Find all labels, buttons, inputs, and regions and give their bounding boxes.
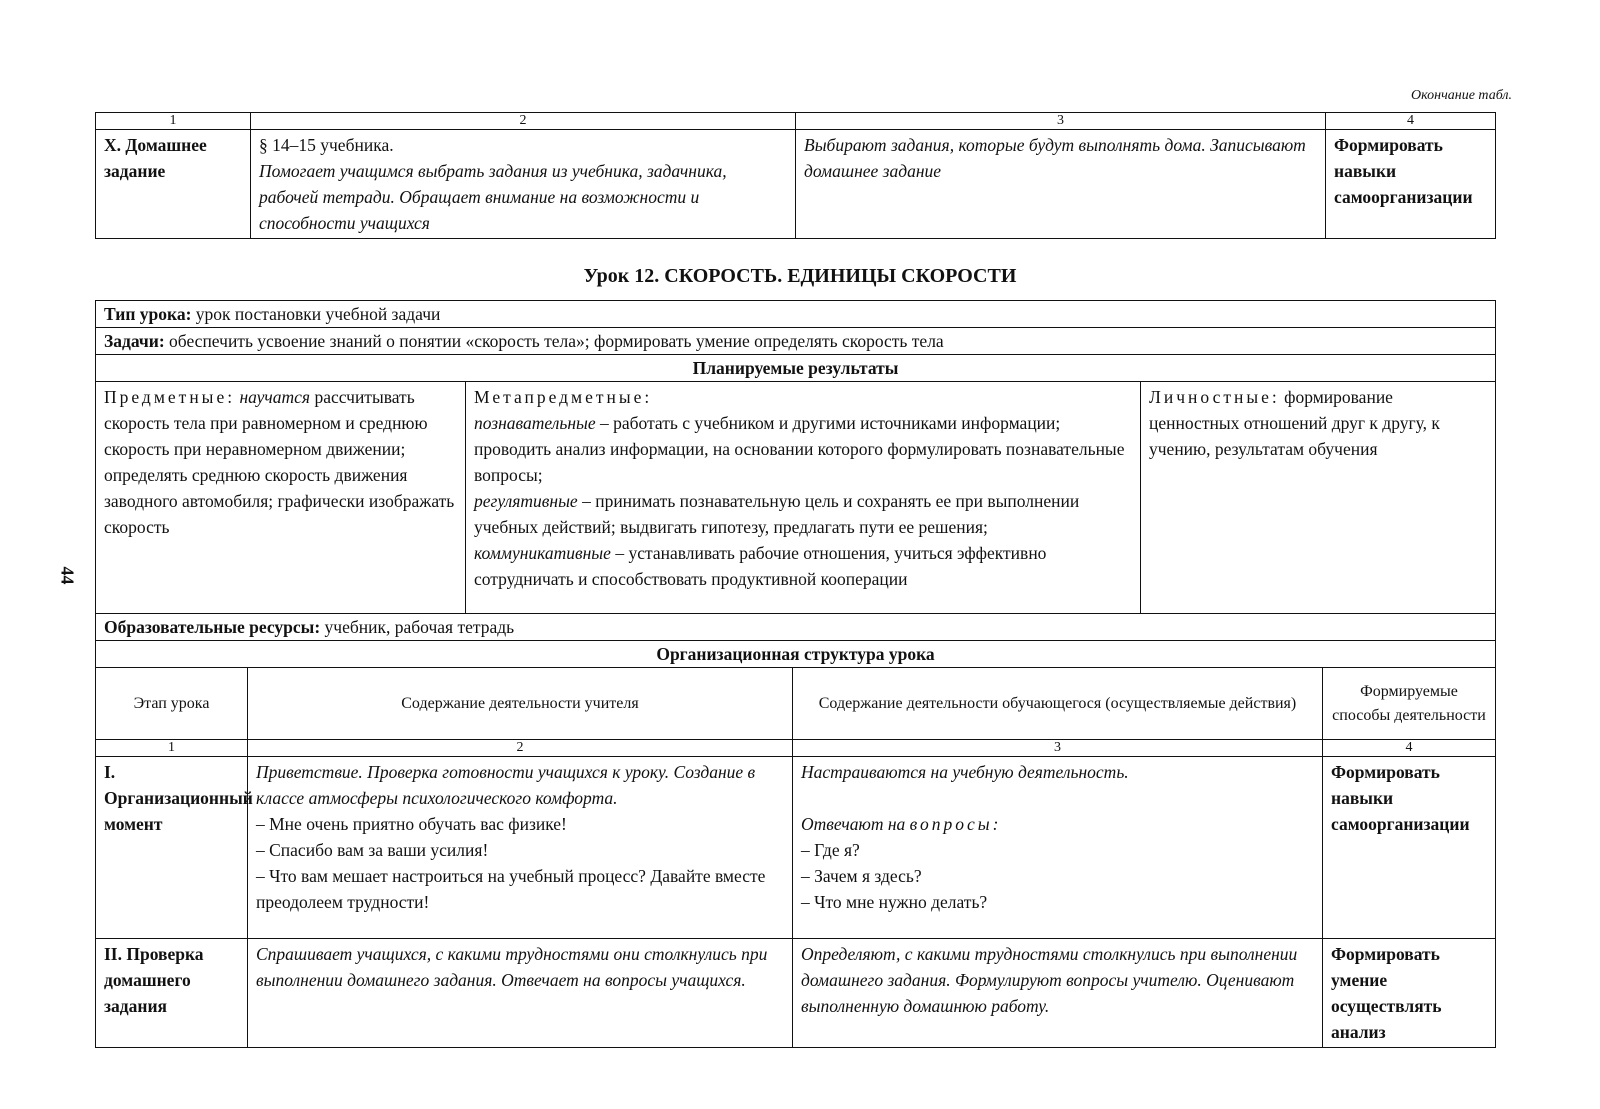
col-num: 3	[796, 113, 1326, 130]
stage-cell: II. Проверка домашнего задания	[96, 939, 248, 1048]
student-line: – Где я?	[801, 840, 860, 860]
questions-label: Отвечают на	[801, 814, 906, 834]
col-num: 1	[96, 740, 248, 757]
personal-label: Личностные:	[1149, 387, 1280, 407]
lesson-tasks-cell	[96, 328, 1496, 355]
col-num: 2	[248, 740, 793, 757]
subject-text: рассчитывать скорость тела при равномерном и среднюю скорость при неравномерном движении; определять среднюю скорость движения заводного автомобиля; графически изображать скорость	[104, 387, 455, 537]
meta-com-text: – устанавливать рабочие отношения, учиться эффективно сотрудничать и способствовать продуктивной кооперации	[474, 543, 1047, 589]
teacher-line: – Что вам мешает настроиться на учебный процесс? Давайте вместе преодолеем трудности!	[256, 866, 766, 912]
meta-cog-label: познавательные	[474, 413, 596, 433]
col-num: 1	[96, 113, 251, 130]
teacher-italic-text: Приветствие. Проверка готовности учащихся к уроку. Создание в классе атмосферы психологического комфорта.	[256, 762, 756, 808]
lesson-tasks-row	[96, 328, 1496, 355]
subject-italic: научатся	[235, 387, 311, 407]
lesson-tasks-label: Задачи:	[104, 331, 165, 351]
meta-results-cell	[466, 382, 1141, 614]
lesson-type-value: урок постановки учебной задачи	[191, 304, 441, 324]
structure-column-headers	[96, 668, 1496, 740]
resources-label: Образовательные ресурсы:	[104, 617, 321, 637]
col-num: 3	[793, 740, 1323, 757]
lesson-structure-table	[95, 667, 1496, 1048]
previous-lesson-table	[95, 112, 1496, 239]
col-num: 4	[1323, 740, 1496, 757]
col-stage-header: Этап урока	[96, 668, 248, 740]
student-line: – Зачем я здесь?	[801, 866, 922, 886]
col-student-header: Содержание деятельности обучающегося (осуществляемые действия)	[793, 668, 1323, 740]
teacher-cell: Спрашивает учащихся, с какими трудностями они столкнулись при выполнении домашнего задания. Отвечает на вопросы учащихся.	[248, 939, 793, 1048]
results-header: Планируемые результаты	[96, 355, 1496, 382]
teacher-line: – Мне очень приятно обучать вас физике!	[256, 814, 567, 834]
table-row	[96, 757, 1496, 939]
meta-com-label: коммуникативные	[474, 543, 611, 563]
results-row	[96, 382, 1496, 614]
questions-word: вопросы:	[909, 814, 1002, 834]
column-number-row	[96, 113, 1496, 130]
col-num: 2	[251, 113, 796, 130]
student-line: – Что мне нужно делать?	[801, 892, 988, 912]
col-teacher-header: Содержание деятельности учителя	[248, 668, 793, 740]
structure-header-row	[96, 641, 1496, 668]
table-row	[96, 939, 1496, 1048]
student-cell: Выбирают задания, которые будут выполнять дома. Записывают домашнее задание	[796, 130, 1326, 239]
spacer	[801, 785, 1314, 811]
student-questions-label	[801, 811, 1314, 837]
resources-row	[96, 614, 1496, 641]
subject-results-cell	[96, 382, 466, 614]
stage-cell: I. Организационный момент	[96, 757, 248, 939]
meta-reg-label: регулятивные	[474, 491, 578, 511]
teacher-cell	[251, 130, 796, 239]
teacher-text: § 14–15 учебника.	[259, 135, 394, 155]
table-continuation-caption: Окончание табл.	[1411, 88, 1512, 103]
lesson-title: Урок 12. СКОРОСТЬ. ЕДИНИЦЫ СКОРОСТИ	[583, 265, 1017, 287]
teacher-cell	[248, 757, 793, 939]
stage-cell: X. Домашнее задание	[96, 130, 251, 239]
lesson-info-table	[95, 300, 1496, 668]
teacher-italic-text: Помогает учащимся выбрать задания из учебника, задачника, рабочей тетради. Обращает внимание на возможности и способности учащихся	[259, 161, 727, 233]
subject-label: Предметные:	[104, 387, 236, 407]
structure-header: Организационная структура урока	[96, 641, 1496, 668]
lesson-type-cell	[96, 301, 1496, 328]
student-italic-text: Настраиваются на учебную деятельность.	[801, 762, 1129, 782]
lesson-type-row	[96, 301, 1496, 328]
col-methods-header: Формируемые способы деятельности	[1323, 668, 1496, 740]
personal-text: формирование ценностных отношений друг к другу, к учению, результатам обучения	[1149, 387, 1440, 459]
meta-label: Метапредметные:	[474, 387, 653, 407]
student-cell	[793, 757, 1323, 939]
meta-cog-text: – работать с учебником и другими источниками информации; проводить анализ информации, на основании которого формулировать познавательные вопросы;	[474, 413, 1125, 485]
resources-cell	[96, 614, 1496, 641]
personal-results-cell	[1141, 382, 1496, 614]
student-cell: Определяют, с какими трудностями столкнулись при выполнении домашнего задания. Формулируют вопросы учителю. Оценивают выполненную домашнюю работу.	[793, 939, 1323, 1048]
results-header-row	[96, 355, 1496, 382]
lesson-tasks-value: обеспечить усвоение знаний о понятии «скорость тела»; формировать умение определять скорость тела	[164, 331, 944, 351]
column-number-row	[96, 740, 1496, 757]
methods-cell: Формировать навыки самоорганизации	[1323, 757, 1496, 939]
methods-cell: Формировать умение осуществлять анализ	[1323, 939, 1496, 1048]
col-num: 4	[1326, 113, 1496, 130]
table-row	[96, 130, 1496, 239]
resources-value: учебник, рабочая тетрадь	[320, 617, 515, 637]
teacher-line: – Спасибо вам за ваши усилия!	[256, 840, 489, 860]
lesson-type-label: Тип урока:	[104, 304, 192, 324]
page-number: 44	[57, 566, 78, 585]
meta-reg-text: – принимать познавательную цель и сохранять ее при выполнении учебных действий; выдвигать гипотезу, предлагать пути ее решения;	[474, 491, 1080, 537]
methods-cell: Формировать навыки самоорганизации	[1326, 130, 1496, 239]
